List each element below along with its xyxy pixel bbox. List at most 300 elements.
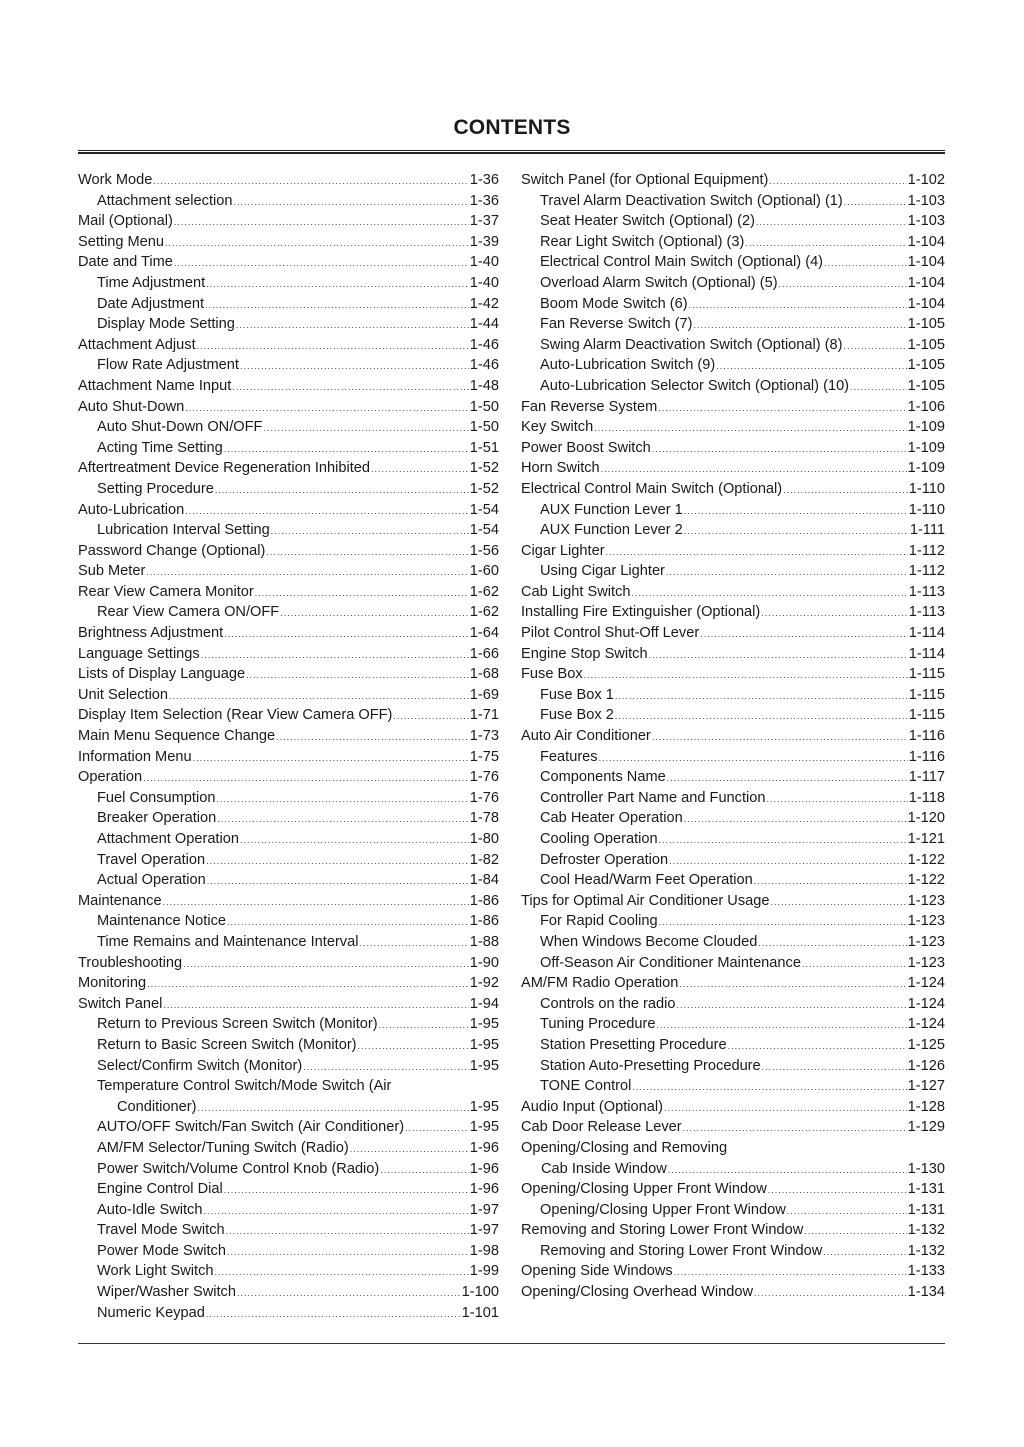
- dot-leader: [237, 1283, 461, 1304]
- toc-entry-title: Fan Reverse System: [521, 398, 658, 415]
- toc-entry[interactable]: [78, 500, 499, 521]
- toc-entry-title: Maintenance Notice: [97, 913, 226, 930]
- toc-entry[interactable]: [521, 211, 945, 232]
- toc-entry[interactable]: [78, 335, 499, 356]
- toc-entry[interactable]: [78, 726, 499, 747]
- toc-entry-title: Engine Control Dial: [97, 1181, 223, 1198]
- toc-entry[interactable]: [78, 664, 499, 685]
- toc-entry-page: 1-48: [469, 377, 499, 394]
- toc-entry[interactable]: [78, 541, 499, 562]
- toc-entry-title: Travel Alarm Deactivation Switch (Optional) (1): [540, 192, 843, 209]
- toc-entry-title: Lubrication Interval Setting: [97, 522, 270, 539]
- toc-entry-page: 1-76: [469, 789, 499, 806]
- toc-entry-page: 1-36: [469, 192, 499, 209]
- toc-entry[interactable]: [521, 355, 945, 376]
- dot-leader: [224, 1180, 469, 1201]
- toc-entry[interactable]: [521, 664, 945, 685]
- toc-entry[interactable]: [78, 191, 499, 212]
- toc-entry-page: 1-128: [907, 1098, 945, 1115]
- dot-leader: [762, 1057, 907, 1078]
- toc-entry[interactable]: [521, 808, 945, 829]
- toc-entry-title: Lists of Display Language: [78, 666, 246, 683]
- toc-entry[interactable]: [521, 829, 945, 850]
- toc-entry[interactable]: [78, 211, 499, 232]
- toc-entry[interactable]: [78, 602, 499, 623]
- toc-entry-page: 1-40: [469, 254, 499, 271]
- toc-entry[interactable]: [521, 561, 945, 582]
- title-rule: [78, 150, 945, 154]
- dot-leader: [787, 1201, 907, 1222]
- toc-entry-title: Opening/Closing Upper Front Window: [521, 1181, 767, 1198]
- toc-entry[interactable]: [78, 1220, 499, 1241]
- toc-entry-page: 1-114: [908, 645, 945, 662]
- dot-leader: [240, 356, 469, 377]
- dot-leader: [761, 603, 907, 624]
- toc-entry[interactable]: [521, 438, 945, 459]
- toc-entry-page: 1-50: [469, 419, 499, 436]
- toc-entry[interactable]: [521, 602, 945, 623]
- toc-entry[interactable]: [521, 623, 945, 644]
- toc-entry-page: 1-75: [469, 748, 499, 765]
- dot-leader: [652, 727, 908, 748]
- dot-leader: [205, 295, 469, 316]
- toc-entry[interactable]: [521, 1035, 945, 1056]
- toc-entry-page: 1-109: [907, 439, 945, 456]
- toc-entry-title: Features: [540, 748, 598, 765]
- toc-entry-page: 1-116: [908, 748, 945, 765]
- toc-entry[interactable]: [78, 232, 499, 253]
- dot-leader: [393, 706, 468, 727]
- dot-leader: [769, 171, 906, 192]
- toc-entry-title: Fuel Consumption: [97, 789, 216, 806]
- toc-entry-title: Setting Procedure: [97, 480, 214, 497]
- toc-entry[interactable]: [78, 1014, 499, 1035]
- dot-leader: [844, 336, 907, 357]
- toc-entry-title: Opening/Closing and Removing: [521, 1139, 728, 1156]
- toc-entry[interactable]: [521, 1179, 945, 1200]
- toc-entry-title: For Rapid Cooling: [540, 913, 658, 930]
- toc-entry-page: 1-115: [908, 707, 945, 724]
- toc-entry[interactable]: [78, 376, 499, 397]
- toc-entry-title: Date Adjustment: [97, 295, 205, 312]
- toc-entry-page: 1-54: [469, 501, 499, 518]
- dot-leader: [767, 789, 908, 810]
- toc-entry[interactable]: [78, 252, 499, 273]
- toc-entry[interactable]: [521, 891, 945, 912]
- footer-rule: [78, 1343, 945, 1344]
- dot-leader: [358, 1036, 469, 1057]
- toc-entry-page: 1-109: [907, 419, 945, 436]
- dot-leader: [656, 1015, 906, 1036]
- toc-entry-title: Auto Shut-Down ON/OFF: [97, 419, 263, 436]
- toc-entry[interactable]: [521, 747, 945, 768]
- toc-entry-title: Auto-Idle Switch: [97, 1201, 203, 1218]
- toc-entry-page: 1-110: [908, 501, 945, 518]
- dot-leader: [224, 624, 469, 645]
- toc-entry-page: 1-96: [469, 1160, 499, 1177]
- toc-entry[interactable]: [521, 417, 945, 438]
- toc-entry-title: When Windows Become Clouded: [540, 933, 758, 950]
- toc-entry[interactable]: [78, 1261, 499, 1282]
- toc-entry-title: AUX Function Lever 1: [540, 501, 683, 518]
- toc-entry[interactable]: [78, 1035, 499, 1056]
- dot-leader: [770, 892, 906, 913]
- toc-entry-title: Overload Alarm Switch (Optional) (5): [540, 274, 778, 291]
- toc-entry[interactable]: [521, 788, 945, 809]
- toc-entry[interactable]: [521, 232, 945, 253]
- toc-entry[interactable]: [521, 1014, 945, 1035]
- toc-entry[interactable]: [78, 1179, 499, 1200]
- toc-entry[interactable]: [78, 870, 499, 891]
- toc-entry[interactable]: [521, 1282, 945, 1303]
- toc-entry-page: 1-123: [907, 913, 945, 930]
- toc-entry-title: Breaker Operation: [97, 810, 217, 827]
- toc-entry[interactable]: [521, 376, 945, 397]
- toc-entry[interactable]: [521, 191, 945, 212]
- toc-entry[interactable]: [521, 541, 945, 562]
- toc-entry-page: 1-101: [461, 1304, 499, 1321]
- toc-entry[interactable]: [521, 314, 945, 335]
- toc-entry-page: 1-114: [908, 625, 945, 642]
- toc-entry-title: Station Presetting Procedure: [540, 1036, 727, 1053]
- dot-leader: [216, 789, 468, 810]
- toc-entry-title: Attachment selection: [97, 192, 233, 209]
- dot-leader: [693, 315, 906, 336]
- toc-entry-title: Auto-Lubrication Switch (9): [540, 357, 716, 374]
- toc-entry[interactable]: [78, 911, 499, 932]
- dot-leader: [768, 1180, 907, 1201]
- toc-entry-title: Sub Meter: [78, 563, 146, 580]
- dot-leader: [700, 624, 908, 645]
- dot-leader: [674, 1262, 907, 1283]
- toc-entry[interactable]: [521, 870, 945, 891]
- toc-entry-title: Setting Menu: [78, 233, 164, 250]
- toc-entry-title: Attachment Name Input: [78, 377, 232, 394]
- toc-entry-title: Attachment Operation: [97, 831, 239, 847]
- toc-entry-title: Acting Time Setting: [97, 439, 223, 456]
- dot-leader: [594, 418, 906, 439]
- toc-entry-title: Rear Light Switch (Optional) (3): [540, 233, 745, 250]
- toc-entry-title: Flow Rate Adjustment: [97, 357, 239, 374]
- toc-entry-page: 1-121: [907, 831, 945, 847]
- dot-leader: [193, 748, 469, 769]
- toc-entry[interactable]: [521, 1076, 945, 1097]
- toc-entry[interactable]: [521, 500, 945, 521]
- toc-entry-title: Key Switch: [521, 419, 594, 436]
- toc-entry[interactable]: [78, 705, 499, 726]
- toc-entry-title: Cab Heater Operation: [540, 810, 683, 827]
- toc-entry-title: Electrical Control Main Switch (Optional) (4): [540, 254, 824, 271]
- toc-entry-page: 1-62: [469, 604, 499, 621]
- dot-leader: [371, 459, 469, 480]
- dot-leader: [745, 233, 906, 254]
- toc-entry-page: 1-71: [469, 707, 499, 724]
- toc-entry[interactable]: [78, 808, 499, 829]
- toc-entry-page: 1-97: [469, 1222, 499, 1239]
- toc-entry-page: 1-105: [907, 316, 945, 333]
- dot-leader: [601, 459, 907, 480]
- toc-entry[interactable]: [521, 1097, 945, 1118]
- toc-entry-page: 1-103: [907, 213, 945, 230]
- dot-leader: [185, 398, 469, 419]
- toc-entry-page: 1-52: [469, 460, 499, 477]
- toc-entry[interactable]: [78, 479, 499, 500]
- dot-leader: [227, 1242, 469, 1263]
- toc-entry-page: 1-84: [469, 872, 499, 889]
- toc-entry-title: Attachment Adjust: [78, 336, 196, 353]
- dot-leader: [804, 1221, 906, 1242]
- toc-entry-page: 1-134: [907, 1284, 945, 1301]
- dot-leader: [236, 315, 469, 336]
- dot-leader: [233, 192, 468, 213]
- toc-entry[interactable]: [78, 1200, 499, 1221]
- toc-entry[interactable]: [78, 417, 499, 438]
- dot-leader: [754, 1283, 907, 1304]
- dot-leader: [632, 1077, 906, 1098]
- toc-entry-title: Fan Reverse Switch (7): [540, 316, 693, 333]
- toc-entry[interactable]: [521, 335, 945, 356]
- toc-entry-page: 1-39: [469, 233, 499, 250]
- dot-leader: [669, 851, 907, 872]
- dot-leader: [689, 295, 907, 316]
- dot-leader: [198, 1098, 469, 1119]
- toc-entry[interactable]: [521, 582, 945, 603]
- toc-entry[interactable]: [521, 479, 945, 500]
- dot-leader: [779, 274, 907, 295]
- toc-entry[interactable]: [521, 953, 945, 974]
- toc-entry[interactable]: [78, 850, 499, 871]
- toc-entry-title: Electrical Control Main Switch (Optional): [521, 480, 783, 497]
- toc-entry[interactable]: [78, 953, 499, 974]
- toc-entry-title: Cool Head/Warm Feet Operation: [540, 872, 753, 889]
- toc-entry[interactable]: [78, 685, 499, 706]
- toc-entry-title: Maintenance: [78, 892, 162, 909]
- toc-entry-page: 1-94: [469, 995, 499, 1012]
- toc-entry-title: TONE Control: [540, 1078, 632, 1095]
- toc-entry[interactable]: [521, 1261, 945, 1282]
- dot-leader: [226, 1221, 469, 1242]
- toc-entry[interactable]: [78, 973, 499, 994]
- toc-entry[interactable]: [78, 355, 499, 376]
- toc-entry[interactable]: [521, 1117, 945, 1138]
- page-title: CONTENTS: [453, 116, 571, 139]
- toc-entry-page: 1-123: [907, 954, 945, 971]
- toc-entry-page: 1-78: [469, 810, 499, 827]
- toc-entry-page: 1-113: [908, 604, 945, 621]
- dot-leader: [379, 1015, 469, 1036]
- toc-entry-title: Aftertreatment Device Regeneration Inhibited: [78, 460, 371, 477]
- toc-entry[interactable]: [78, 314, 499, 335]
- dot-leader: [183, 954, 469, 975]
- dot-leader: [165, 233, 469, 254]
- toc-entry-page: 1-46: [469, 336, 499, 353]
- toc-entry-title: Select/Confirm Switch (Monitor): [97, 1057, 303, 1074]
- dot-leader: [147, 974, 469, 995]
- dot-leader: [201, 645, 469, 666]
- dot-leader: [683, 1118, 907, 1139]
- toc-entry-page: 1-42: [469, 295, 499, 312]
- toc-entry[interactable]: [521, 252, 945, 273]
- toc-entry-page: 1-52: [469, 480, 499, 497]
- toc-entry[interactable]: [521, 911, 945, 932]
- toc-entry[interactable]: [78, 747, 499, 768]
- toc-entry[interactable]: [521, 1138, 945, 1179]
- toc-entry[interactable]: [521, 726, 945, 747]
- dot-leader: [280, 603, 469, 624]
- toc-entry[interactable]: [78, 273, 499, 294]
- toc-entry-title: Station Auto-Presetting Procedure: [540, 1057, 761, 1074]
- toc-entry[interactable]: [78, 397, 499, 418]
- toc-entry-page: 1-88: [469, 933, 499, 950]
- dot-leader: [143, 768, 469, 789]
- toc-entry[interactable]: [78, 458, 499, 479]
- dot-leader: [215, 480, 469, 501]
- toc-entry-title: Switch Panel: [78, 995, 163, 1012]
- toc-entry-title: Rear View Camera Monitor: [78, 583, 254, 600]
- toc-entry[interactable]: [521, 273, 945, 294]
- toc-entry[interactable]: [521, 705, 945, 726]
- toc-entry-page: 1-104: [907, 233, 945, 250]
- toc-entry-page: 1-116: [908, 728, 945, 745]
- toc-entry[interactable]: [521, 1220, 945, 1241]
- toc-entry[interactable]: [78, 1303, 499, 1324]
- toc-entry[interactable]: [521, 685, 945, 706]
- toc-entry-page: 1-105: [907, 336, 945, 353]
- dot-leader: [232, 377, 468, 398]
- dot-leader: [163, 892, 469, 913]
- toc-entry-title: Cigar Lighter: [521, 542, 605, 559]
- toc-entry[interactable]: [521, 1056, 945, 1077]
- toc-entry[interactable]: [78, 1076, 499, 1117]
- toc-entry-page: 1-123: [907, 892, 945, 909]
- toc-entry-page: 1-102: [907, 172, 945, 188]
- toc-entry-title: Date and Time: [78, 254, 173, 271]
- toc-entry[interactable]: [78, 1282, 499, 1303]
- toc-entry-title: Boom Mode Switch (6): [540, 295, 688, 312]
- toc-entry-title: AM/FM Radio Operation: [521, 975, 679, 992]
- toc-entry-title: Unit Selection: [78, 686, 169, 703]
- toc-entry[interactable]: [78, 582, 499, 603]
- toc-entry[interactable]: [78, 932, 499, 953]
- toc-entry[interactable]: [521, 767, 945, 788]
- dot-leader: [266, 542, 468, 563]
- dot-leader: [802, 954, 907, 975]
- dot-leader: [227, 912, 469, 933]
- toc-entry-title: Main Menu Sequence Change: [78, 728, 276, 745]
- dot-leader: [615, 686, 908, 707]
- toc-entry-page: 1-40: [469, 274, 499, 291]
- toc-entry-page: 1-113: [908, 583, 945, 600]
- toc-entry-page: 1-60: [469, 563, 499, 580]
- toc-entry[interactable]: [521, 1241, 945, 1262]
- toc-entry-page: 1-50: [469, 398, 499, 415]
- toc-entry-title: Controls on the radio: [540, 995, 676, 1012]
- dot-leader: [405, 1118, 469, 1139]
- toc-entry-page: 1-106: [907, 398, 945, 415]
- toc-entry-title: Brightness Adjustment: [78, 625, 224, 642]
- toc-entry[interactable]: [78, 1138, 499, 1159]
- toc-entry[interactable]: [521, 458, 945, 479]
- toc-entry[interactable]: [521, 170, 945, 191]
- toc-entry[interactable]: [78, 767, 499, 788]
- toc-left-column: [78, 170, 499, 1323]
- toc-entry[interactable]: [78, 788, 499, 809]
- toc-entry[interactable]: [521, 850, 945, 871]
- toc-entry[interactable]: [78, 1159, 499, 1180]
- toc-entry-title: AM/FM Selector/Tuning Switch (Radio): [97, 1139, 349, 1156]
- toc-entry-title: Tuning Procedure: [540, 1016, 656, 1033]
- toc-entry-title: Fuse Box: [521, 666, 583, 683]
- dot-leader: [659, 912, 907, 933]
- toc-entry-title: Pilot Control Shut-Off Lever: [521, 625, 700, 642]
- toc-entry-page: 1-122: [907, 851, 945, 868]
- dot-leader: [206, 274, 469, 295]
- toc-entry[interactable]: [521, 644, 945, 665]
- toc-entry[interactable]: [78, 1117, 499, 1138]
- toc-entry-title: Information Menu: [78, 748, 192, 765]
- toc-entry-title: Display Mode Setting: [97, 316, 235, 333]
- toc-entry-page: 1-112: [908, 563, 945, 580]
- toc-entry-page: 1-126: [907, 1057, 945, 1074]
- toc-entry[interactable]: [78, 994, 499, 1015]
- dot-leader: [271, 521, 469, 542]
- dot-leader: [824, 253, 907, 274]
- toc-entry-title: Power Switch/Volume Control Knob (Radio): [97, 1160, 380, 1177]
- toc-entry-title: Audio Input (Optional): [521, 1098, 663, 1115]
- dot-leader: [606, 542, 908, 563]
- dot-leader: [263, 418, 468, 439]
- toc-entry[interactable]: [78, 170, 499, 191]
- dot-leader: [658, 398, 906, 419]
- toc-entry[interactable]: [78, 438, 499, 459]
- toc-entry-page: 1-125: [907, 1036, 945, 1053]
- toc-entry-title: Off-Season Air Conditioner Maintenance: [540, 954, 801, 971]
- toc-entry[interactable]: [521, 397, 945, 418]
- toc-entry[interactable]: [521, 973, 945, 994]
- toc-entry-page: 1-123: [907, 933, 945, 950]
- toc-entry[interactable]: [78, 1056, 499, 1077]
- toc-entry-page: 1-115: [908, 666, 945, 683]
- toc-entry[interactable]: [78, 623, 499, 644]
- toc-entry[interactable]: [78, 520, 499, 541]
- toc-entry-page: 1-56: [469, 542, 499, 559]
- dot-leader: [255, 583, 469, 604]
- toc-entry[interactable]: [521, 520, 945, 541]
- toc-entry[interactable]: [521, 994, 945, 1015]
- toc-entry-title: Engine Stop Switch: [521, 645, 648, 662]
- dot-leader: [728, 1036, 907, 1057]
- toc-entry[interactable]: [521, 932, 945, 953]
- toc-entry[interactable]: [521, 1200, 945, 1221]
- toc-entry[interactable]: [78, 644, 499, 665]
- dot-leader: [844, 192, 907, 213]
- toc-entry[interactable]: [78, 294, 499, 315]
- toc-entry-page: 1-76: [469, 769, 499, 786]
- toc-entry-page: 1-115: [908, 686, 945, 703]
- toc-entry-page: 1-130: [907, 1160, 945, 1177]
- dot-leader: [667, 768, 908, 789]
- toc-entry[interactable]: [521, 294, 945, 315]
- dot-leader: [716, 356, 906, 377]
- toc-entry[interactable]: [78, 561, 499, 582]
- toc-entry[interactable]: [78, 1241, 499, 1262]
- toc-entry[interactable]: [78, 891, 499, 912]
- dot-leader: [684, 809, 907, 830]
- toc-entry-title: Auto Air Conditioner: [521, 728, 651, 745]
- toc-entry-title: Display Item Selection (Rear View Camera OFF): [78, 707, 393, 724]
- dot-leader: [666, 562, 908, 583]
- toc-entry[interactable]: [78, 829, 499, 850]
